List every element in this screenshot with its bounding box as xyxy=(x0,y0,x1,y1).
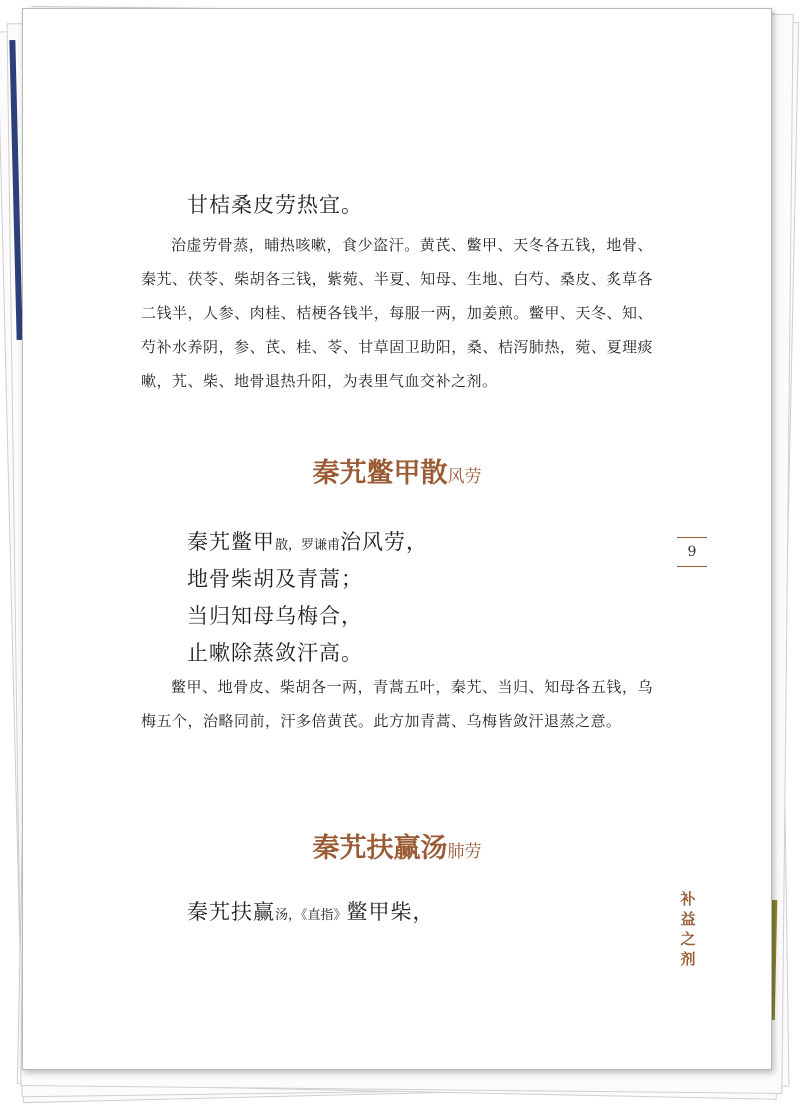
paragraph-annotation: 治虚劳骨蒸，晡热咳嗽，食少盗汗。黄芪、鳖甲、天冬各五钱，地骨、秦艽、茯苓、柴胡各三钱，紫菀、半夏、知母、生地、白芍、桑皮、炙草各二钱半，人参、肉桂、桔梗各钱半，每服一两，加姜煎。鳖甲、天冬、知、芍补水养阴，参、芪、桂、苓、甘草固卫助阳，桑、桔泻肺热，菀、夏理痰嗽，艽、柴、地骨退热升阳，为表里气血交补之剂。 xyxy=(141,236,653,390)
verse-line: 当归知母乌梅合， xyxy=(187,604,363,628)
verse-text: 治风劳， xyxy=(340,530,429,554)
section-heading xyxy=(23,451,771,490)
book-page xyxy=(22,8,772,1070)
heading-title: 秦艽扶赢汤 xyxy=(312,833,448,864)
verse-line xyxy=(187,526,428,556)
verse-line: 止嗽除蒸敛汗高。 xyxy=(187,641,363,665)
verse-line: 地骨柴胡及青蒿； xyxy=(187,567,363,591)
verse-source-note: 汤，《直指》 xyxy=(275,908,347,923)
heading-subtitle: 肺劳 xyxy=(447,842,482,862)
section-heading xyxy=(23,826,771,865)
section-label-char: 剂 xyxy=(680,950,696,968)
heading-subtitle: 风劳 xyxy=(447,467,482,487)
section-label-vertical xyxy=(675,889,701,969)
heading-title: 秦艽鳖甲散 xyxy=(312,458,448,489)
page-content xyxy=(23,9,771,1069)
verse-text: 秦艽扶赢 xyxy=(187,900,275,924)
paragraph-annotation: 鳖甲、地骨皮、柴胡各一两，青蒿五叶，秦艽、当归、知母各五钱，乌梅五个，治略同前，汗多倍黄芪。此方加青蒿、乌梅皆敛汗退蒸之意。 xyxy=(141,678,653,730)
verse-line: 甘桔桑皮劳热宜。 xyxy=(187,193,363,217)
section-label-char: 之 xyxy=(680,930,696,948)
verse-source-note: 散，罗谦甫 xyxy=(275,538,341,553)
section-label-char: 补 xyxy=(680,890,696,908)
verse-line xyxy=(187,896,435,926)
page-number: 9 xyxy=(677,537,707,567)
verse-text: 秦艽鳖甲 xyxy=(187,530,275,554)
section-label-char: 益 xyxy=(680,910,696,928)
verse-text: 鳖甲柴， xyxy=(346,900,435,924)
